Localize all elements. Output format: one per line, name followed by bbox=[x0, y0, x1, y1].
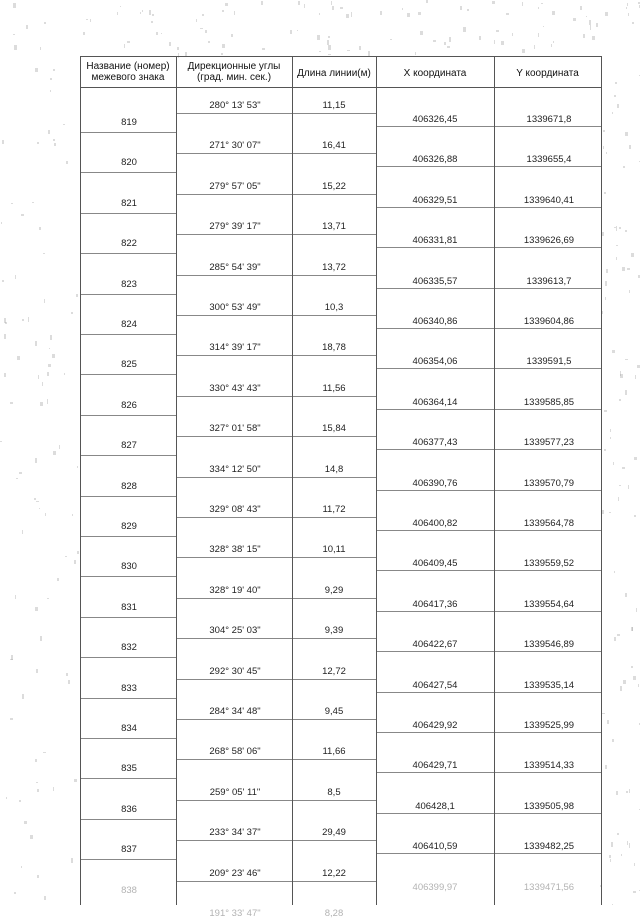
direction-angle-cell: 292° 30' 45" bbox=[209, 665, 261, 677]
row-separator bbox=[176, 719, 376, 720]
y-coordinate-cell-faded: 1339471,56 bbox=[523, 881, 575, 893]
line-length-cell: 11,15 bbox=[322, 100, 346, 111]
x-coordinate-cell: 406354,06 bbox=[412, 356, 458, 368]
x-coordinate-cell: 406377,43 bbox=[412, 437, 458, 449]
row-separator bbox=[80, 334, 176, 335]
direction-angle-cell: 279° 39' 17" bbox=[209, 221, 261, 233]
y-coordinate-cell: 1339655,4 bbox=[526, 154, 572, 166]
x-coordinate-cell: 406429,71 bbox=[412, 760, 458, 772]
row-separator bbox=[80, 213, 176, 214]
direction-angle-cell: 280° 13' 53" bbox=[209, 100, 261, 111]
row-separator bbox=[376, 530, 602, 531]
row-separator bbox=[176, 436, 376, 437]
column-divider bbox=[376, 56, 377, 905]
row-separator bbox=[80, 172, 176, 173]
row-separator bbox=[80, 778, 176, 779]
header-separator bbox=[80, 87, 602, 88]
row-separator bbox=[80, 657, 176, 658]
row-separator bbox=[376, 368, 602, 369]
line-length-cell: 11,72 bbox=[322, 504, 346, 515]
y-coordinate-cell: 1339554,64 bbox=[523, 598, 575, 610]
row-separator bbox=[80, 698, 176, 699]
y-coordinate-cell: 1339570,79 bbox=[523, 477, 575, 489]
row-separator bbox=[80, 132, 176, 133]
header-x: X координата bbox=[403, 68, 467, 79]
row-separator bbox=[376, 207, 602, 208]
x-coordinate-cell: 406364,14 bbox=[412, 396, 458, 408]
row-separator bbox=[80, 455, 176, 456]
line-length-cell: 15,84 bbox=[322, 423, 346, 435]
line-length-cell: 9,29 bbox=[324, 584, 344, 596]
direction-angle-cell: 330° 43' 43" bbox=[209, 382, 261, 394]
x-coordinate-cell: 406409,45 bbox=[412, 558, 458, 570]
x-coordinate-cell: 406428,1 bbox=[415, 800, 455, 812]
line-length-cell: 12,22 bbox=[322, 867, 346, 879]
row-separator bbox=[80, 374, 176, 375]
row-separator bbox=[376, 611, 602, 612]
row-separator bbox=[376, 651, 602, 652]
header-angle: Дирекционные углы (град. мин. сек.) bbox=[187, 61, 281, 83]
line-length-cell: 8,5 bbox=[327, 786, 341, 798]
line-length-cell-faded: 8,28 bbox=[324, 908, 344, 919]
point-number-cell: 820 bbox=[121, 157, 137, 169]
y-coordinate-cell: 1339613,7 bbox=[526, 275, 572, 287]
point-number-cell: 834 bbox=[121, 723, 137, 734]
row-separator bbox=[176, 194, 376, 195]
line-length-cell: 12,72 bbox=[322, 665, 346, 677]
header-number: Название (номер) межевого знака bbox=[86, 61, 170, 83]
direction-angle-cell: 259° 05' 11" bbox=[209, 786, 261, 798]
row-separator bbox=[376, 853, 602, 854]
row-separator bbox=[176, 477, 376, 478]
direction-angle-cell: 327° 01' 58" bbox=[209, 423, 261, 435]
row-separator bbox=[80, 576, 176, 577]
row-separator bbox=[176, 679, 376, 680]
column-divider bbox=[176, 56, 177, 905]
point-number-cell: 835 bbox=[121, 763, 137, 775]
row-separator bbox=[176, 355, 376, 356]
direction-angle-cell: 328° 19' 40" bbox=[209, 584, 261, 596]
point-number-cell: 832 bbox=[121, 642, 137, 654]
row-separator bbox=[376, 409, 602, 410]
row-separator bbox=[176, 396, 376, 397]
x-coordinate-cell: 406417,36 bbox=[412, 598, 458, 610]
point-number-cell: 822 bbox=[121, 238, 137, 250]
row-separator bbox=[376, 247, 602, 248]
direction-angle-cell: 334° 12' 50" bbox=[209, 463, 261, 475]
row-separator bbox=[80, 738, 176, 739]
x-coordinate-cell: 406326,45 bbox=[412, 114, 458, 125]
direction-angle-cell: 300° 53' 49" bbox=[209, 302, 261, 313]
row-separator bbox=[376, 126, 602, 127]
row-separator bbox=[376, 490, 602, 491]
row-separator bbox=[176, 840, 376, 841]
point-number-cell: 833 bbox=[121, 682, 137, 694]
x-coordinate-cell: 406422,67 bbox=[412, 639, 458, 651]
x-coordinate-cell: 406429,92 bbox=[412, 720, 458, 731]
y-coordinate-cell: 1339535,14 bbox=[523, 679, 575, 691]
line-length-cell: 18,78 bbox=[322, 342, 346, 354]
y-coordinate-cell: 1339585,85 bbox=[523, 396, 575, 408]
point-number-cell: 827 bbox=[121, 440, 137, 452]
point-number-cell: 836 bbox=[121, 803, 137, 815]
direction-angle-cell: 268° 58' 06" bbox=[209, 746, 261, 758]
point-number-cell: 821 bbox=[121, 197, 137, 209]
point-number-cell: 828 bbox=[121, 480, 137, 492]
x-coordinate-cell: 406329,51 bbox=[412, 194, 458, 206]
line-length-cell: 9,39 bbox=[324, 625, 344, 637]
x-coordinate-cell: 406331,81 bbox=[412, 235, 458, 247]
table-border-top bbox=[80, 56, 602, 57]
line-length-cell: 15,22 bbox=[322, 180, 346, 192]
row-separator bbox=[376, 166, 602, 167]
line-length-cell: 9,45 bbox=[324, 706, 344, 717]
point-number-cell: 825 bbox=[121, 359, 137, 371]
direction-angle-cell: 314° 39' 17" bbox=[209, 342, 261, 354]
row-separator bbox=[176, 557, 376, 558]
row-separator bbox=[176, 153, 376, 154]
line-length-cell: 13,71 bbox=[322, 221, 346, 233]
y-coordinate-cell: 1339626,69 bbox=[523, 235, 575, 247]
row-separator bbox=[80, 617, 176, 618]
x-coordinate-cell-faded: 406399,97 bbox=[412, 881, 458, 893]
row-separator bbox=[376, 772, 602, 773]
point-number-cell: 823 bbox=[121, 278, 137, 290]
x-coordinate-cell: 406326,88 bbox=[412, 154, 458, 166]
row-separator bbox=[176, 638, 376, 639]
direction-angle-cell: 329° 08' 43" bbox=[209, 504, 261, 515]
row-separator bbox=[176, 234, 376, 235]
direction-angle-cell: 284° 34' 48" bbox=[209, 706, 261, 717]
row-separator bbox=[176, 315, 376, 316]
line-length-cell: 10,3 bbox=[324, 302, 344, 313]
x-coordinate-cell: 406340,86 bbox=[412, 316, 458, 327]
line-length-cell: 16,41 bbox=[322, 140, 346, 152]
y-coordinate-cell: 1339604,86 bbox=[523, 316, 575, 327]
point-number-cell: 826 bbox=[121, 399, 137, 411]
row-separator bbox=[176, 517, 376, 518]
y-coordinate-cell: 1339591,5 bbox=[526, 356, 572, 368]
y-coordinate-cell: 1339525,99 bbox=[523, 720, 575, 731]
point-number-cell-faded: 838 bbox=[121, 884, 137, 896]
row-separator bbox=[176, 598, 376, 599]
row-separator bbox=[176, 113, 376, 114]
row-separator bbox=[376, 449, 602, 450]
row-separator bbox=[376, 732, 602, 733]
row-separator bbox=[176, 759, 376, 760]
point-number-cell: 829 bbox=[121, 521, 137, 532]
y-coordinate-cell: 1339671,8 bbox=[526, 114, 572, 125]
line-length-cell: 14,8 bbox=[324, 463, 344, 475]
row-separator bbox=[376, 813, 602, 814]
row-separator bbox=[376, 288, 602, 289]
x-coordinate-cell: 406400,82 bbox=[412, 518, 458, 529]
line-length-cell: 11,66 bbox=[322, 746, 346, 758]
x-coordinate-cell: 406410,59 bbox=[412, 841, 458, 853]
y-coordinate-cell: 1339505,98 bbox=[523, 800, 575, 812]
point-number-cell: 831 bbox=[121, 601, 137, 613]
direction-angle-cell-faded: 191° 33' 47" bbox=[209, 908, 261, 919]
direction-angle-cell: 279° 57' 05" bbox=[209, 180, 261, 192]
y-coordinate-cell: 1339546,89 bbox=[523, 639, 575, 651]
y-coordinate-cell: 1339564,78 bbox=[523, 518, 575, 529]
direction-angle-cell: 328° 38' 15" bbox=[209, 544, 261, 556]
y-coordinate-cell: 1339640,41 bbox=[523, 194, 575, 206]
row-separator bbox=[80, 253, 176, 254]
line-length-cell: 13,72 bbox=[322, 261, 346, 273]
header-length: Длина линии(м) bbox=[297, 68, 371, 79]
row-separator bbox=[80, 536, 176, 537]
row-separator bbox=[80, 415, 176, 416]
x-coordinate-cell: 406390,76 bbox=[412, 477, 458, 489]
line-length-cell: 29,49 bbox=[322, 827, 346, 839]
line-length-cell: 11,56 bbox=[322, 382, 346, 394]
row-separator bbox=[80, 819, 176, 820]
y-coordinate-cell: 1339482,25 bbox=[523, 841, 575, 853]
row-separator bbox=[376, 328, 602, 329]
row-separator bbox=[376, 570, 602, 571]
point-number-cell: 824 bbox=[121, 319, 137, 330]
direction-angle-cell: 233° 34' 37" bbox=[209, 827, 261, 839]
row-separator bbox=[80, 294, 176, 295]
direction-angle-cell: 304° 25' 03" bbox=[209, 625, 261, 637]
point-number-cell: 819 bbox=[121, 117, 137, 128]
row-separator bbox=[176, 800, 376, 801]
direction-angle-cell: 271° 30' 07" bbox=[209, 140, 261, 152]
x-coordinate-cell: 406427,54 bbox=[412, 679, 458, 691]
point-number-cell: 830 bbox=[121, 561, 137, 573]
x-coordinate-cell: 406335,57 bbox=[412, 275, 458, 287]
row-separator bbox=[80, 859, 176, 860]
row-separator bbox=[80, 496, 176, 497]
coordinates-table bbox=[80, 56, 602, 919]
y-coordinate-cell: 1339514,33 bbox=[523, 760, 575, 772]
y-coordinate-cell: 1339559,52 bbox=[523, 558, 575, 570]
point-number-cell: 837 bbox=[121, 844, 137, 856]
row-separator bbox=[376, 692, 602, 693]
y-coordinate-cell: 1339577,23 bbox=[523, 437, 575, 449]
direction-angle-cell: 285° 54' 39" bbox=[209, 261, 261, 273]
line-length-cell: 10,11 bbox=[322, 544, 346, 556]
header-y: Y координата bbox=[516, 68, 579, 79]
row-separator bbox=[176, 275, 376, 276]
direction-angle-cell: 209° 23' 46" bbox=[209, 867, 261, 879]
row-separator bbox=[176, 881, 376, 882]
